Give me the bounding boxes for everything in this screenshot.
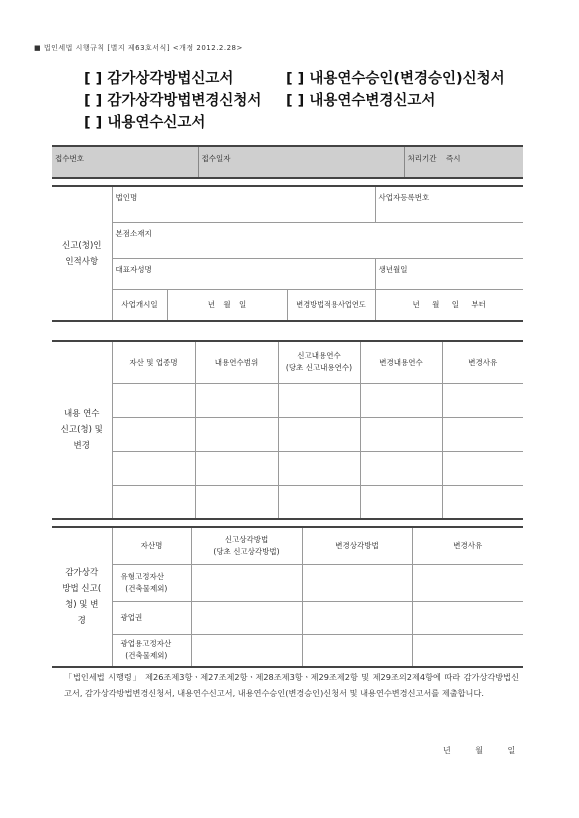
representative-field[interactable] xyxy=(112,258,375,289)
corp-name-label: 법인명 xyxy=(115,193,138,202)
input-cell[interactable] xyxy=(278,417,360,451)
submission-date[interactable]: 년 월 일 xyxy=(443,746,516,755)
asset-tangible-line1: 유형고정자산 xyxy=(120,571,164,581)
useful-life-table xyxy=(52,340,523,520)
input-cell[interactable] xyxy=(302,564,412,601)
table-row xyxy=(52,417,523,451)
input-cell[interactable] xyxy=(302,601,412,634)
receipt-date-field[interactable] xyxy=(198,146,404,178)
col-change-reason: 변경사유 xyxy=(442,341,523,383)
col-reported-method-line1: 신고상각방법 xyxy=(224,534,269,544)
input-cell[interactable] xyxy=(195,383,278,417)
receipt-date-label: 접수일자 xyxy=(201,154,231,163)
form-header: ■ 법인세법 시행규칙 [별지 제63호서식] <개정 2012.2.28> xyxy=(34,44,243,52)
receipt-number-label: 접수번호 xyxy=(55,154,84,163)
col-changed-life: 변경내용연수 xyxy=(360,341,442,383)
input-cell[interactable] xyxy=(112,485,195,519)
title-row-3 xyxy=(84,112,505,134)
processing-period-label: 처리기간 xyxy=(407,154,437,163)
biz-start-label: 사업개시일 xyxy=(112,289,167,321)
biz-start-date-field[interactable]: 년 월 일 xyxy=(167,289,287,321)
input-cell[interactable] xyxy=(360,417,442,451)
col-useful-life-range: 내용연수범위 xyxy=(195,341,278,383)
biz-reg-label: 사업자등록번호 xyxy=(378,193,430,202)
table-row xyxy=(52,634,523,667)
asset-mining-fixed xyxy=(112,634,191,667)
input-cell[interactable] xyxy=(360,485,442,519)
input-cell[interactable] xyxy=(191,634,302,667)
applicant-section-label: 신고(청)인 인적사항 xyxy=(52,186,112,321)
input-cell[interactable] xyxy=(442,451,523,485)
legal-statement: 「법인세법 시행령」 제26조제3항ㆍ제27조제2항ㆍ제28조제3항ㆍ제29조제2항 및 제29조의2제4항에 따라 감가상각방법신고서, 감가상각방법변경신청서, 내용연수신고서, 내용연수승인(변경승인)신청서 및 내용연수변경신고서를 제출합니다. xyxy=(64,672,519,698)
col-asset-name: 자산명 xyxy=(112,527,191,564)
title-row-1 xyxy=(84,68,505,90)
depreciation-section-label: 감가상각 방법 신고( 청) 및 변 경 xyxy=(52,527,112,667)
input-cell[interactable] xyxy=(442,417,523,451)
input-cell[interactable] xyxy=(278,451,360,485)
birth-date-label: 생년월일 xyxy=(378,264,408,274)
title-depreciation-change: [ ] 감가상각방법변경신청서 xyxy=(84,93,262,109)
receipt-table xyxy=(52,145,523,179)
input-cell[interactable] xyxy=(278,383,360,417)
input-cell[interactable] xyxy=(412,564,523,601)
biz-reg-field[interactable] xyxy=(375,186,523,222)
asset-mining-line2: (건축물제외) xyxy=(125,651,168,661)
depreciation-table xyxy=(52,526,523,668)
input-cell[interactable] xyxy=(195,485,278,519)
input-cell[interactable] xyxy=(442,383,523,417)
input-cell[interactable] xyxy=(112,451,195,485)
col-reported-method-line2: (당초 신고상각방법) xyxy=(213,546,280,556)
corp-name-field[interactable] xyxy=(112,186,375,222)
col-reported-life-line1: 신고내용연수 xyxy=(297,351,341,361)
input-cell[interactable] xyxy=(195,417,278,451)
asset-tangible-line2: (건축물제외) xyxy=(125,583,168,593)
asset-mining-right: 광업권 xyxy=(112,601,191,634)
change-year-label: 변경방법적용사업연도 xyxy=(287,289,375,321)
title-useful-life-change: [ ] 내용연수변경신고서 xyxy=(286,93,436,109)
input-cell[interactable] xyxy=(360,383,442,417)
title-useful-life-report: [ ] 내용연수신고서 xyxy=(84,115,206,131)
birth-date-field[interactable] xyxy=(375,258,523,289)
form-titles xyxy=(84,68,505,134)
input-cell[interactable] xyxy=(442,485,523,519)
useful-life-section-label: 내용 연수 신고(청) 및 변경 xyxy=(52,341,112,519)
input-cell[interactable] xyxy=(412,634,523,667)
asset-tangible-fixed xyxy=(112,564,191,601)
title-useful-life-approval: [ ] 내용연수승인(변경승인)신청서 xyxy=(286,71,505,87)
hq-address-label: 본점소재지 xyxy=(115,228,152,238)
input-cell[interactable] xyxy=(360,451,442,485)
applicant-table xyxy=(52,185,523,322)
input-cell[interactable] xyxy=(191,564,302,601)
input-cell[interactable] xyxy=(412,601,523,634)
col-reported-life-line2: (당초 신고내용연수) xyxy=(285,363,353,373)
processing-period-value: 즉시 xyxy=(446,154,461,163)
input-cell[interactable] xyxy=(278,485,360,519)
processing-period xyxy=(404,146,523,178)
input-cell[interactable] xyxy=(195,451,278,485)
col-change-reason: 변경사유 xyxy=(412,527,523,564)
title-row-2 xyxy=(84,90,505,112)
col-reported-method xyxy=(191,527,302,564)
input-cell[interactable] xyxy=(112,383,195,417)
asset-mining-line1: 광업용고정자산 xyxy=(120,639,172,649)
receipt-number-field[interactable] xyxy=(52,146,198,178)
table-row xyxy=(52,564,523,601)
change-year-date-field[interactable]: 년 월 일 부터 xyxy=(375,289,523,321)
input-cell[interactable] xyxy=(191,601,302,634)
input-cell[interactable] xyxy=(112,417,195,451)
col-changed-method: 변경상각방법 xyxy=(302,527,412,564)
representative-label: 대표자성명 xyxy=(115,264,152,274)
table-row xyxy=(52,601,523,634)
title-depreciation-report: [ ] 감가상각방법신고서 xyxy=(84,71,234,87)
col-reported-life xyxy=(278,341,360,383)
table-row xyxy=(52,383,523,417)
table-row xyxy=(52,485,523,519)
table-row xyxy=(52,451,523,485)
hq-address-field[interactable] xyxy=(112,222,523,258)
col-asset-industry: 자산 및 업종명 xyxy=(112,341,195,383)
input-cell[interactable] xyxy=(302,634,412,667)
